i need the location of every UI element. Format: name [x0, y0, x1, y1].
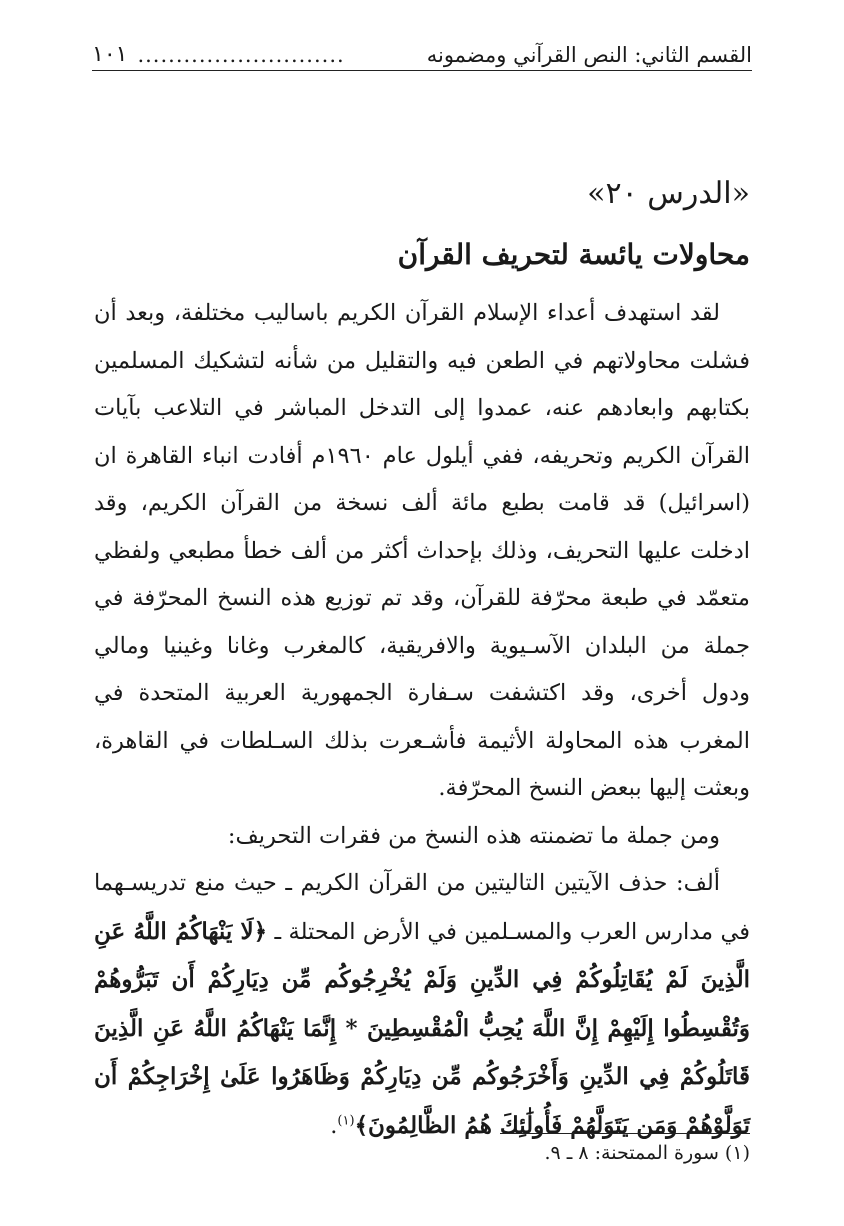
- footnote-ref: (١): [337, 1113, 355, 1128]
- lesson-title: محاولات يائسة لتحريف القرآن: [397, 238, 750, 271]
- running-header: [92, 32, 752, 66]
- lesson-label: «الدرس ٢٠»: [587, 176, 750, 211]
- running-header-left: [92, 44, 349, 66]
- quran-verse: ﴿لَا يَنْهَاكُمُ اللَّهُ عَنِ الَّذِينَ لَمْ يُقَاتِلُوكُمْ فِي الدِّينِ وَلَمْ يُخْرِجُوكُم مِّن دِيَارِكُمْ أَن تَبَرُّوهُمْ وَتُقْسِطُوا إِلَيْهِمْ إِنَّ اللَّهَ يُحِبُّ الْمُقْسِطِينَ * إِنَّمَا يَنْهَاكُمُ اللَّهُ عَنِ الَّذِينَ قَاتَلُوكُمْ فِي الدِّينِ وَأَخْرَجُوكُم مِّن دِيَارِكُمْ وَظَاهَرُوا عَلَىٰ إِخْرَاجِكُمْ أَن تَوَلَّوْهُمْ وَمَن يَتَوَلَّهُمْ فَأُولَٰئِكَ هُمُ الظَّالِمُونَ﴾: [94, 917, 750, 1139]
- paragraph-3: [94, 860, 750, 1150]
- header-rule: [92, 70, 752, 71]
- footnote: (١) سورة الممتحنة: ٨ ـ ٩.: [544, 1142, 750, 1164]
- leader-dots: ...........................: [137, 43, 345, 67]
- paragraph-2: ومن جملة ما تضمنته هذه النسخ من فقرات التحريف:: [227, 822, 720, 849]
- body-text: [94, 290, 750, 1150]
- paragraph-1: لقد استهدف أعداء الإسلام القرآن الكريم باساليب مختلفة، وبعد أن فشلت محاولاتهم في الطعن فيه والتقليل من شأنه لتشكيك المسلمين بكتابهم وابعادهم عنه، عمدوا إلى التدخل المباشر في التلاعب بآيات القرآن الكريم وتحريفه، ففي أيلول عام ١٩٦٠م أفادت انباء القاهرة ان (اسرائيل) قد قامت بطبع مائة ألف نسخة من القرآن الكريم، وقد ادخلت عليها التحريف، وذلك بإحداث أكثر من ألف خطأ مطبعي ولفظي متعمّد في طبعة محرّفة للقرآن، وقد تم توزيع هذه النسخ المحرّفة في جملة من البلدان الآسـيوية والافريقية، كالمغرب وغانا وغينيا ومالي ودول أخرى، وقد اكتشفت سـفارة الجمهورية العربية المتحدة في المغرب هذه المحاولة الأثيمة فأشـعرت بذلك السـلطات في القاهرة، وبعثت إليها ببعض النسخ المحرّفة.: [94, 300, 750, 801]
- paragraph-3-intro: ألف: حذف الآيتين التاليتين من القرآن الكريم ـ حيث منع تدريسـهما في مدارس العرب والمسـلمين في الأرض المحتلة ـ: [94, 870, 750, 945]
- running-title: القسم الثاني: النص القرآني ومضمونه: [426, 43, 752, 67]
- page-number: ١٠١: [92, 42, 128, 67]
- verse-end: .: [330, 1112, 338, 1139]
- footnote-rule: [500, 1133, 750, 1134]
